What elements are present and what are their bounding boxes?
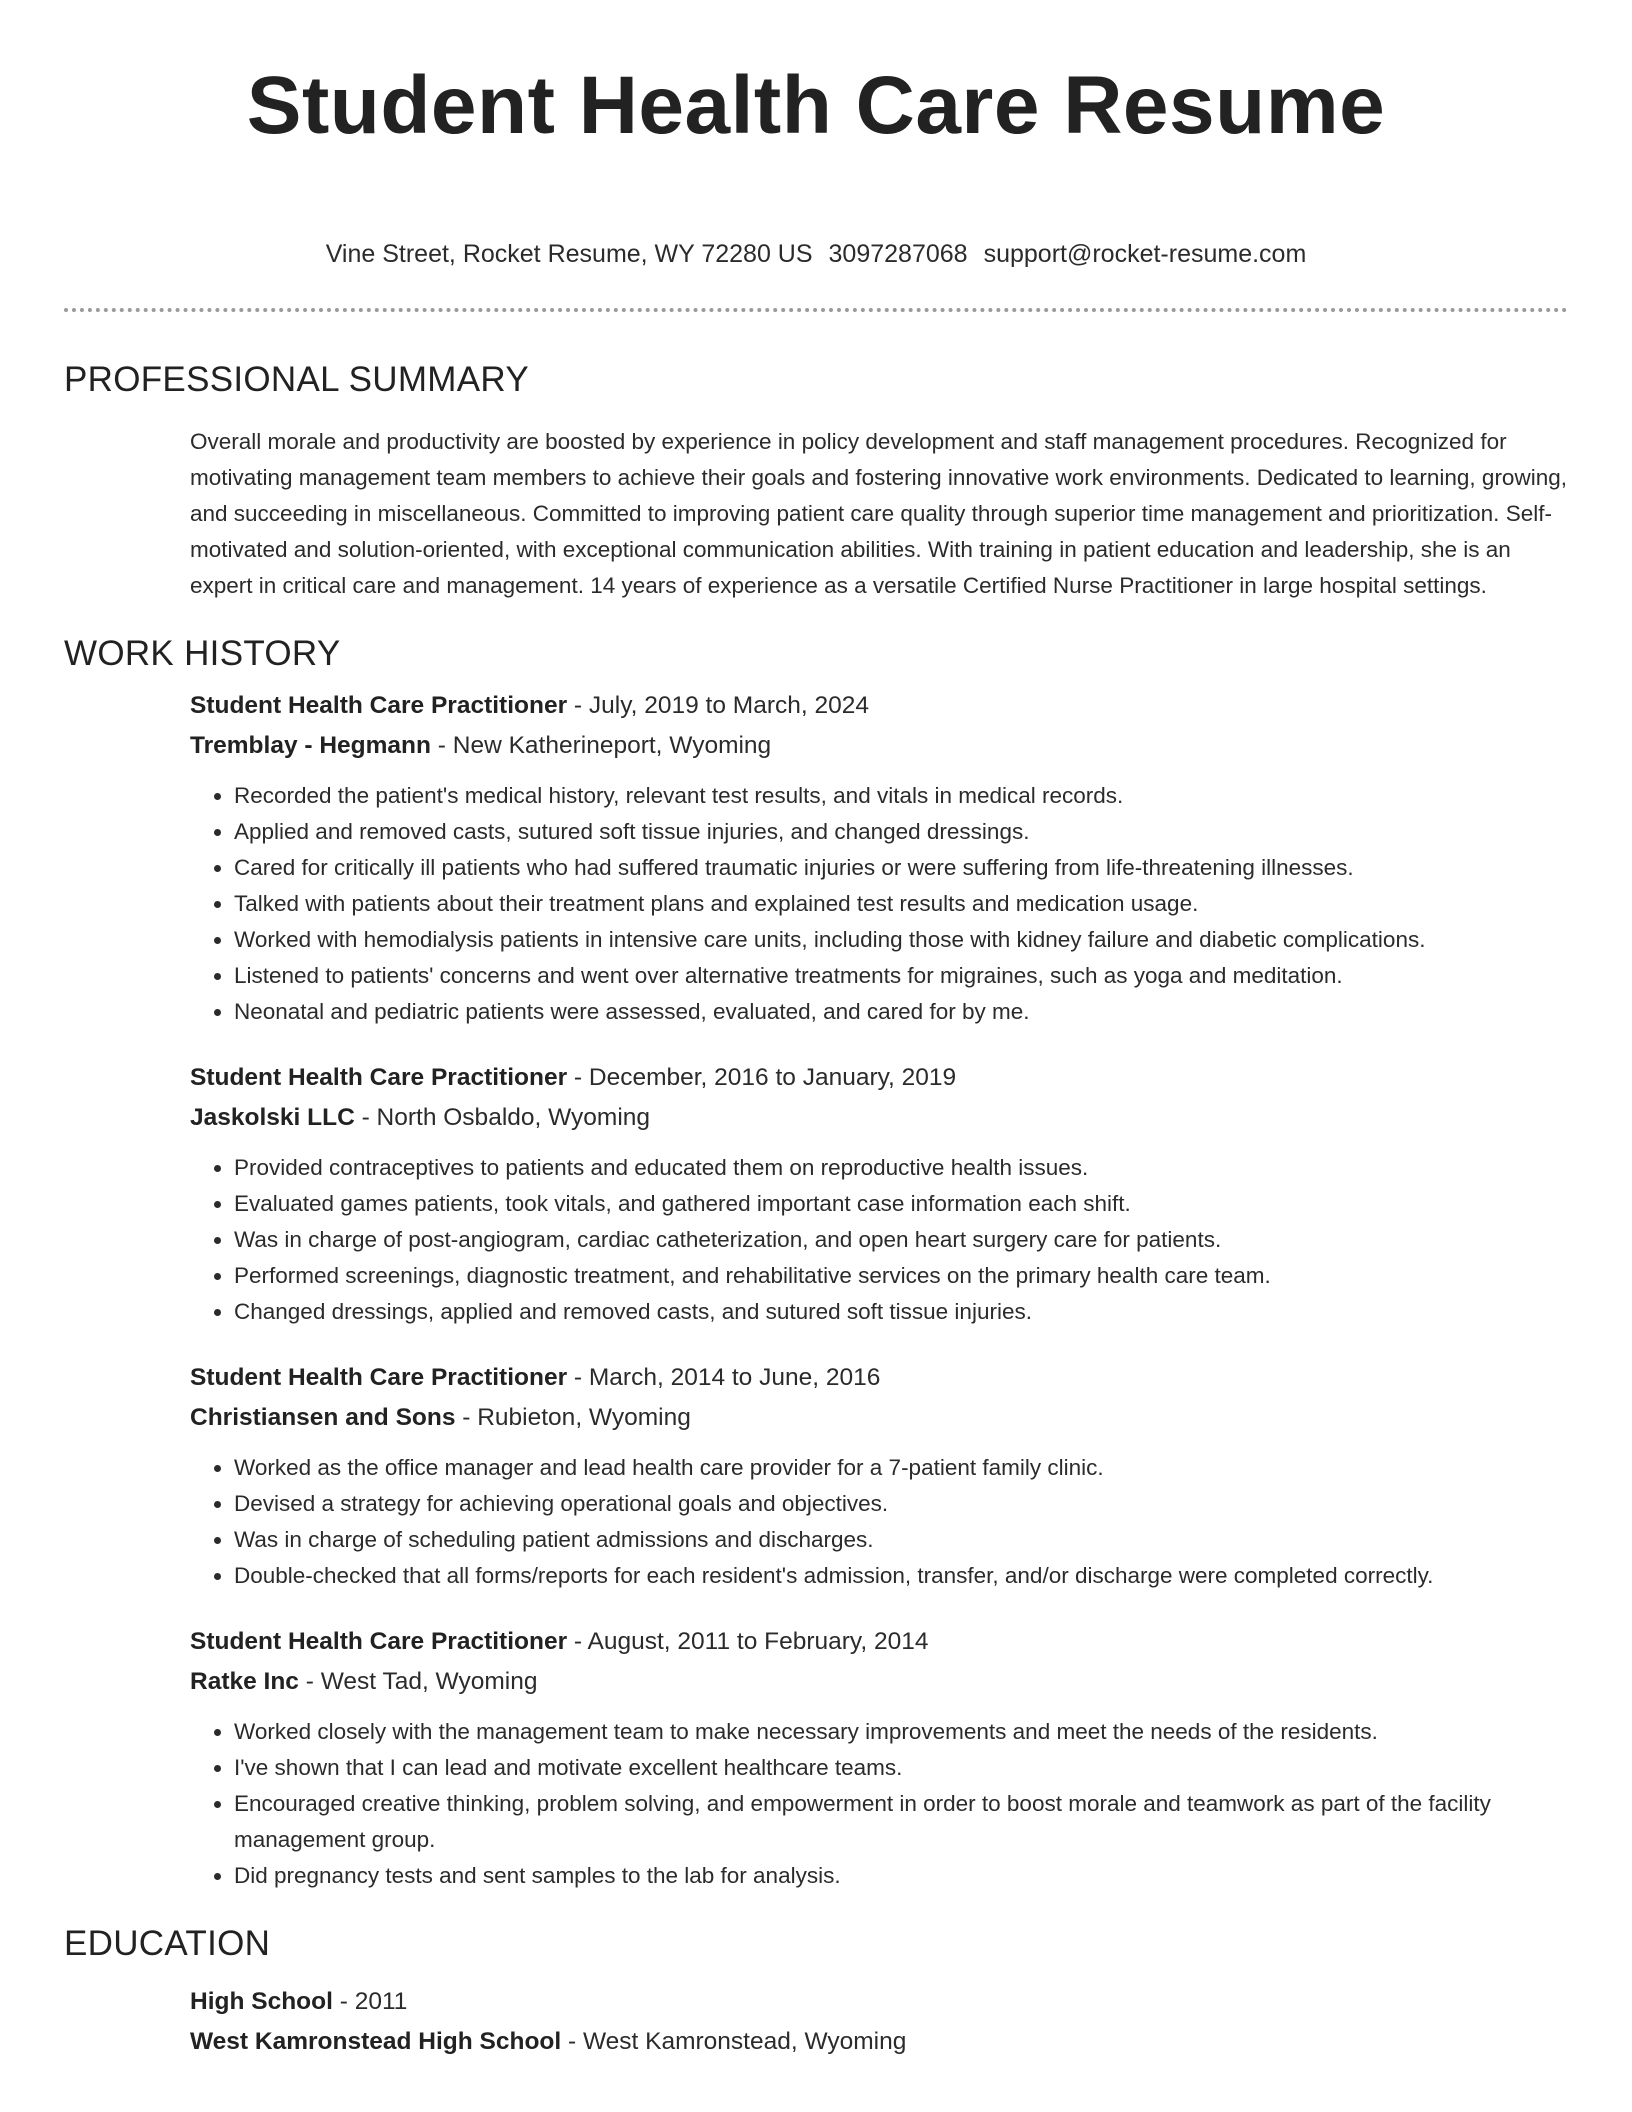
job-company-line bbox=[190, 1098, 1568, 1138]
job-dates: - March, 2014 to June, 2016 bbox=[567, 1364, 881, 1391]
resume-title: Student Health Care Resume bbox=[246, 60, 1386, 151]
job-bullet: • Cared for critically ill patients who had suffered traumatic injuries or were suffering from life-threatening illnesses. bbox=[234, 850, 1568, 886]
job-bullet: • Double-checked that all forms/reports for each resident's admission, transfer, and/or discharge were completed correctly. bbox=[234, 1558, 1568, 1594]
contact-phone: 3097287068 bbox=[828, 240, 968, 268]
job-bullet: • Did pregnancy tests and sent samples to the lab for analysis. bbox=[234, 1858, 1568, 1894]
job-dates: - July, 2019 to March, 2024 bbox=[567, 692, 869, 719]
job-role: Student Health Care Practitioner bbox=[190, 1628, 568, 1655]
header-divider bbox=[64, 308, 1568, 312]
education-degree: High School bbox=[190, 1988, 333, 2015]
job-role-line bbox=[190, 1058, 1568, 1098]
job-location: - North Osbaldo, Wyoming bbox=[354, 1104, 651, 1131]
job-company-line bbox=[190, 726, 1568, 766]
contact-line bbox=[64, 234, 1568, 274]
job-role: Student Health Care Practitioner bbox=[190, 1064, 568, 1091]
education-year: - 2011 bbox=[332, 1988, 408, 2015]
education-school-line bbox=[190, 2022, 1568, 2062]
job-bullet: • Evaluated games patients, took vitals, and gathered important case information each shift. bbox=[234, 1186, 1568, 1222]
job-role-line bbox=[190, 1358, 1568, 1398]
summary-heading: PROFESSIONAL SUMMARY bbox=[64, 360, 529, 399]
job-entry bbox=[190, 1058, 1568, 1330]
job-company: Ratke Inc bbox=[190, 1668, 299, 1695]
contact-email: support@rocket-resume.com bbox=[983, 240, 1307, 268]
job-company-line bbox=[190, 1662, 1568, 1702]
job-bullet: • Devised a strategy for achieving operational goals and objectives. bbox=[234, 1486, 1568, 1522]
summary-text: Overall morale and productivity are boosted by experience in policy development and staff management procedures. Recognized for motivating management team members to achieve their goals and fostering innovative work environments. Dedicated to learning, growing, and succeeding in miscellaneous. Committed to improving patient care quality through superior time management and prioritization. Self-motivated and solution-oriented, with exceptional communication abilities. With training in patient education and leadership, she is an expert in critical care and management. 14 years of experience as a versatile Certified Nurse Practitioner in large hospital settings. bbox=[190, 429, 1567, 598]
contact-address: Vine Street, Rocket Resume, WY 72280 US bbox=[325, 240, 813, 268]
job-bullets bbox=[190, 778, 1568, 1030]
job-role-line bbox=[190, 1622, 1568, 1662]
job-company: Jaskolski LLC bbox=[190, 1104, 355, 1131]
job-bullet: • Was in charge of post-angiogram, cardiac catheterization, and open heart surgery care for patients. bbox=[234, 1222, 1568, 1258]
job-company: Tremblay - Hegmann bbox=[190, 732, 431, 759]
job-location: - Rubieton, Wyoming bbox=[455, 1404, 691, 1431]
job-entry bbox=[190, 1358, 1568, 1594]
education-location: - West Kamronstead, Wyoming bbox=[561, 2028, 907, 2055]
job-bullet: • Was in charge of scheduling patient admissions and discharges. bbox=[234, 1522, 1568, 1558]
job-bullet: • Worked with hemodialysis patients in intensive care units, including those with kidney failure and diabetic complications. bbox=[234, 922, 1568, 958]
job-bullet: • Worked as the office manager and lead health care provider for a 7-patient family clinic. bbox=[234, 1450, 1568, 1486]
job-company: Christiansen and Sons bbox=[190, 1404, 456, 1431]
job-bullet: • Performed screenings, diagnostic treatment, and rehabilitative services on the primary health care team. bbox=[234, 1258, 1568, 1294]
job-bullet: • Encouraged creative thinking, problem solving, and empowerment in order to boost morale and teamwork as part of the facility management group. bbox=[234, 1786, 1568, 1858]
education-entry bbox=[64, 1982, 1568, 2062]
work-history-list bbox=[64, 686, 1568, 1894]
job-bullet: • Recorded the patient's medical history, relevant test results, and vitals in medical records. bbox=[234, 778, 1568, 814]
job-bullet: • Applied and removed casts, sutured soft tissue injuries, and changed dressings. bbox=[234, 814, 1568, 850]
job-bullets bbox=[190, 1150, 1568, 1330]
job-bullet: • Changed dressings, applied and removed casts, and sutured soft tissue injuries. bbox=[234, 1294, 1568, 1330]
job-bullet: • Neonatal and pediatric patients were assessed, evaluated, and cared for by me. bbox=[234, 994, 1568, 1030]
job-entry bbox=[190, 686, 1568, 1030]
job-entry bbox=[190, 1622, 1568, 1894]
job-role: Student Health Care Practitioner bbox=[190, 1364, 568, 1391]
job-bullet: • Listened to patients' concerns and went over alternative treatments for migraines, such as yoga and meditation. bbox=[234, 958, 1568, 994]
job-dates: - December, 2016 to January, 2019 bbox=[567, 1064, 957, 1091]
job-bullet: • Talked with patients about their treatment plans and explained test results and medication usage. bbox=[234, 886, 1568, 922]
job-role: Student Health Care Practitioner bbox=[190, 692, 568, 719]
job-location: - New Katherineport, Wyoming bbox=[430, 732, 772, 759]
job-dates: - August, 2011 to February, 2014 bbox=[567, 1628, 929, 1655]
education-heading: EDUCATION bbox=[64, 1924, 271, 1963]
work-history-heading: WORK HISTORY bbox=[64, 634, 341, 673]
education-degree-line bbox=[190, 1982, 1568, 2022]
job-bullet: • Provided contraceptives to patients and educated them on reproductive health issues. bbox=[234, 1150, 1568, 1186]
job-bullets bbox=[190, 1450, 1568, 1594]
job-bullet: • Worked closely with the management team to make necessary improvements and meet the needs of the residents. bbox=[234, 1714, 1568, 1750]
education-school: West Kamronstead High School bbox=[190, 2028, 562, 2055]
job-location: - West Tad, Wyoming bbox=[298, 1668, 538, 1695]
job-company-line bbox=[190, 1398, 1568, 1438]
job-bullet: • I've shown that I can lead and motivate excellent healthcare teams. bbox=[234, 1750, 1568, 1786]
job-bullets bbox=[190, 1714, 1568, 1894]
job-role-line bbox=[190, 686, 1568, 726]
